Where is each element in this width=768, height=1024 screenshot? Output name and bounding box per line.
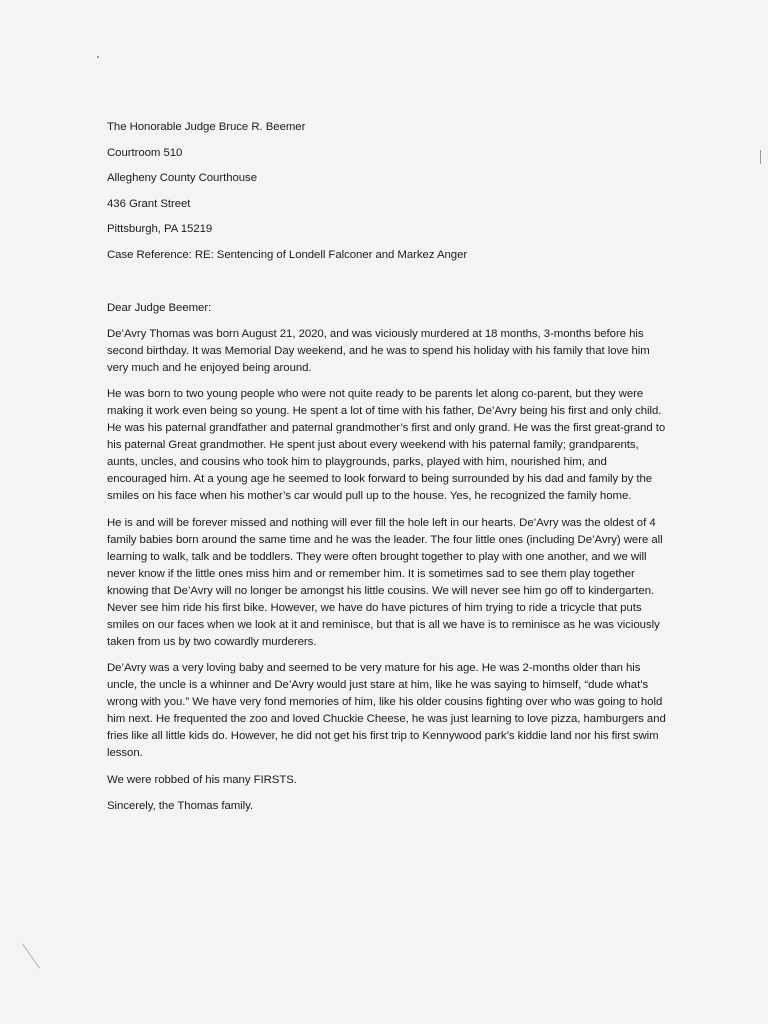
paragraph-missed: He is and will be forever missed and nothing will ever fill the hole left in our hearts. De’Avry was the oldest of 4 family babies born around the same time and he was the leader. The four little ones (including De’Avry) were all learning to walk, talk and be toddlers. They were often brought together to play with one another, and we will never know if the little ones miss him and or remember him. It is sometimes sad to see them play together knowing that De’Avry will no longer be amongst his little cousins. We will never see him go off to kindergarten. Never see him ride his first bike. However, we have do have pictures of him trying to ride a tricycle that puts smiles on our faces when we look at it and reminisce, but that is all we have is to reminisce as he was viciously taken from us by two cowardly murderers. — [107, 516, 663, 648]
recipient-name: The Honorable Judge Bruce R. Beemer — [107, 121, 306, 133]
paragraph-firsts: We were robbed of his many FIRSTS. — [107, 773, 297, 786]
closing-signature: Sincerely, the Thomas family. — [107, 800, 254, 813]
paragraph-birth: De’Avry Thomas was born August 21, 2020, and was viciously murdered at 18 months, 3-months before his second birthday. It was Memorial Day weekend, and he was to spend his holiday with his family that love him very much and he enjoyed being around. — [107, 327, 650, 374]
recipient-room: Courtroom 510 — [107, 146, 183, 159]
scan-stray-line — [22, 943, 40, 968]
paragraph-memories: De’Avry was a very loving baby and seemed to be very mature for his age. He was 2-months older than his uncle, the uncle is a whinner and De’Avry would just stare at him, like he was saying to himself, “dude what’s wrong with you.” We have very fond memories of him, like his older cousins fighting over who was going to hold him next. He frequented the zoo and loved Chuckie Cheese, he was just learning to love pizza, hamburgers and fries like all little kids do. However, he did not get his first trip to Kennywood park’s kiddie land nor his first swim lesson. — [107, 662, 666, 760]
paragraph-family: He was born to two young people who were not quite ready to be parents let along co-parent, but they were making it work even being so young. He spent a lot of time with his father, De’Avry being his first and only child. He was his paternal grandfather and paternal grandmother’s first and only grand. He was the first great-grand to his paternal Great grandmother. He spent just about every weekend with his paternal family; grandparents, aunts, uncles, and cousins who took him to playgrounds, parks, played with him, nourished him, and encouraged him. At a young age he seemed to look forward to being surrounded by his dad and family by the smiles on his face when his mother’s car would pull up to the house. Yes, he recognized the family home. — [107, 388, 666, 503]
recipient-city: Pittsburgh, PA 15219 — [107, 223, 213, 236]
recipient-building: Allegheny County Courthouse — [107, 172, 257, 185]
scan-speck — [97, 56, 99, 58]
case-reference: Case Reference: RE: Sentencing of Londell Falconer and Markez Anger — [107, 248, 468, 261]
salutation: Dear Judge Beemer: — [107, 301, 212, 314]
scan-edge-mark — [760, 150, 761, 164]
recipient-address-block — [107, 119, 667, 264]
recipient-street: 436 Grant Street — [107, 197, 191, 210]
letter-body — [107, 119, 667, 825]
